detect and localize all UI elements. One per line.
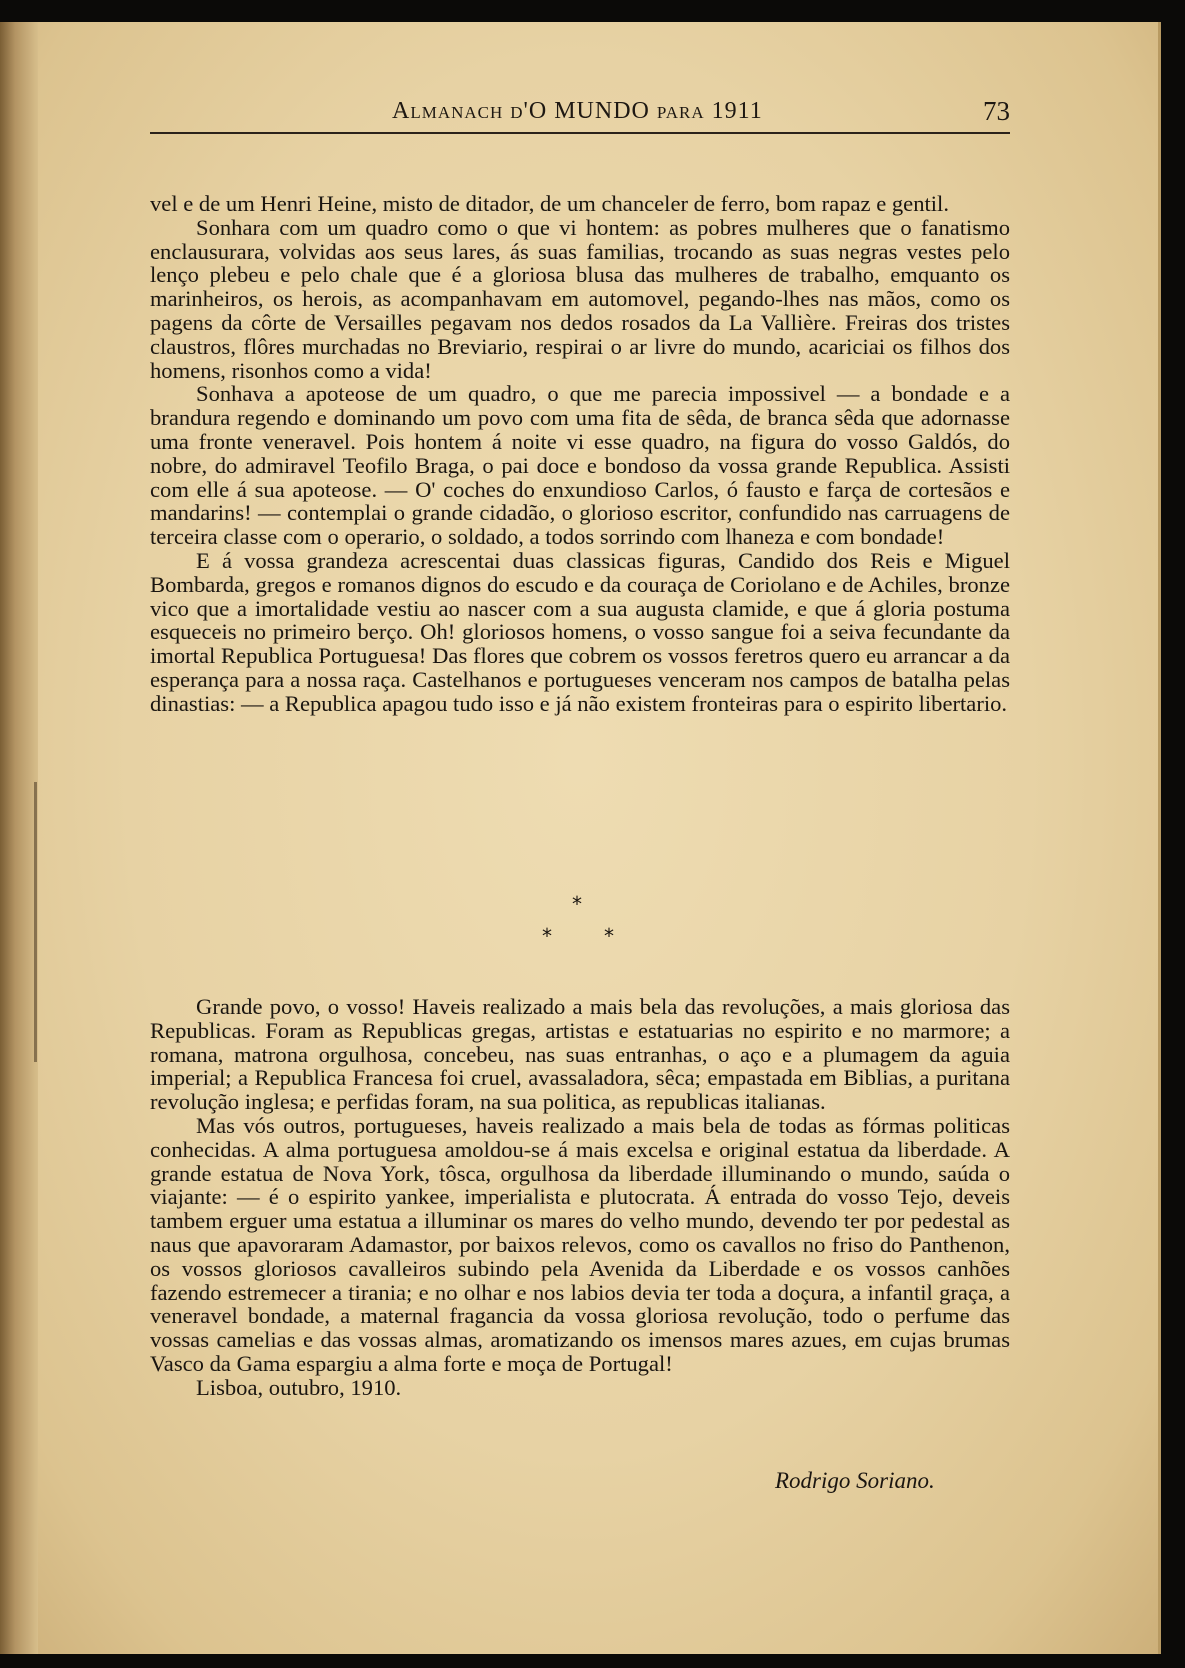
running-head-title: Almanach d'O MUNDO para 1911 (392, 98, 763, 124)
running-head (150, 98, 1010, 134)
separator-star: * (572, 892, 582, 916)
book-spine (0, 22, 38, 1654)
page-number: 73 (983, 96, 1010, 126)
paragraph: Mas vós outros, portugueses, haveis realizado a mais bela de todas as fórmas politicas conhecidas. A alma portuguesa amoldou-se á mais excelsa e original estatua da liberdade. A grande estatua de Nova York, tôsca, orgulhosa da liberdade illuminando o mundo, saúda o viajante: — é o espirito yankee, imperialista e plutocrata. Á entrada do vosso Tejo, deveis tambem erguer uma estatua a illuminar os mares do velho mundo, devendo ter por pedestal as naus que apavoraram Adamastor, por baixos relevos, como os cavallos no friso do Panthenon, os vossos gloriosos cavalleiros subindo pela Avenida da Liberdade e os vossos canhões fazendo estremecer a tirania; e no olhar e nos labios devia ter toda a doçura, a infantil graça, a veneravel bondade, a maternal fragancia da vossa gloriosa revolução, todo o perfume das vossas camelias e das vossas almas, aromatizando os imensos mares azues, em cujas brumas Vasco da Gama espargiu a alma forte e moça de Portugal! (150, 1112, 1010, 1376)
paragraph: vel e de um Henri Heine, misto de ditador, de um chanceler de ferro, bom rapaz e gentil. (150, 191, 949, 216)
paragraph: Sonhava a apoteose de um quadro, o que me parecia impossivel — a bondade e a brandura regendo e dominando um povo com uma fita de sêda, de branca sêda que adornasse uma fronte veneravel. Pois hontem á noite vi esse quadro, na figura do vosso Galdós, do nobre, do admiravel Teofilo Braga, o pai doce e bondoso da vossa grande Republica. Assisti com elle á sua apoteose. — O' coches do enxundioso Carlos, ó fausto e farça de cortesãos e mandarins! — contemplai o grande cidadão, o glorioso escritor, confundido nas carruagens de terceira classe com o operario, o soldado, a todos sorrindo com lhaneza e com bondade! (150, 381, 1010, 550)
paragraph: E á vossa grandeza acrescentai duas classicas figuras, Candido dos Reis e Miguel Bombarda, gregos e romanos dignos do escudo e da couraça de Coriolano e de Achiles, bronze vico que a imortalidade vestiu ao nascer com a sua augusta clamide, e que á gloria postuma esqueceis no primeiro berço. Oh! gloriosos homens, o vosso sangue foi a seiva fecundante da imortal Republica Portuguesa! Das flores que cobrem os vossos feretros quero eu arrancar a da esperança para a nossa raça. Castelhanos e portugueses venceram nos campos de batalha pelas dinastias: — a Republica apagou tudo isso e já não existem fronteiras para o espirito libertario. (150, 547, 1010, 716)
separator-star: * (542, 924, 552, 948)
asterism-separator (530, 892, 620, 952)
paragraph: Sonhara com um quadro como o que vi hontem: as pobres mulheres que o fanatismo enclausurara, volvidas aos seus lares, ás suas familias, trocando as suas negras vestes pelo lenço plebeu e pelo chale que é a gloriosa blusa das mulheres de trabalho, emquanto os marinheiros, os herois, as acompanhavam em automovel, pegando-lhes nas mãos, como os pagens da côrte de Versailles pegavam nos dedos rosados da La Vallière. Freiras dos tristes claustros, flôres murchadas no Breviario, respirai o ar livre do mundo, acariciai os filhos dos homens, risonhos como a vida! (150, 214, 1010, 383)
dateline: Lisboa, outubro, 1910. (196, 1374, 402, 1400)
separator-star: * (604, 924, 614, 948)
article-section-1 (150, 192, 1010, 716)
author-signature: Rodrigo Soriano. (775, 1468, 935, 1493)
paragraph: Grande povo, o vosso! Haveis realizado a mais bela das revoluções, a mais gloriosa das Republicas. Foram as Republicas gregas, artistas e estatuarias no espirito e no marmore; a romana, matrona orgulhosa, concebeu, nas suas entranhas, o aço e a plumagem da aguia imperial; a Republica Francesa foi cruel, avassaladora, sêca; empastada em Biblias, a puritana revolução inglesa; e perfidas foram, na sua politica, as republicas italianas. (150, 994, 1010, 1115)
article-section-2 (150, 995, 1010, 1400)
spine-edge-mark (34, 782, 37, 1062)
book-page (0, 22, 1161, 1654)
